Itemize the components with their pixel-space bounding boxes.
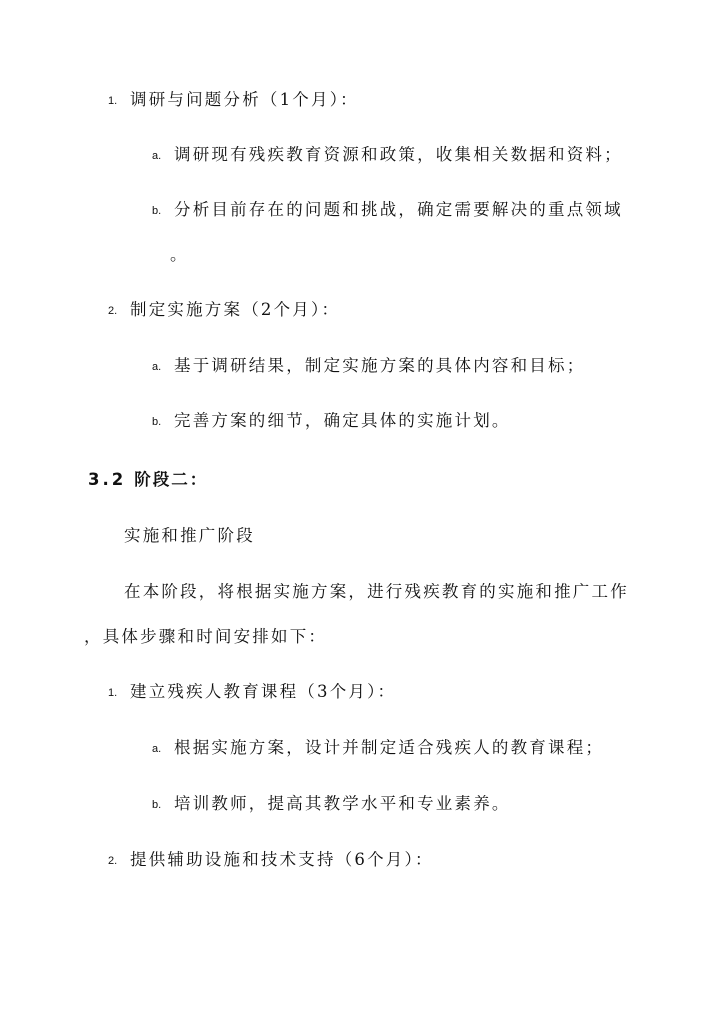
- list-item-text: 培训教师，提高其教学水平和专业素养。: [174, 794, 511, 813]
- paragraph-text: 在本阶段，将根据实施方案，进行残疾教育的实施和推广工作: [124, 582, 629, 601]
- section-number: 3.2: [88, 470, 127, 489]
- list-marker: 2.: [108, 305, 118, 317]
- list-marker: a.: [152, 743, 162, 755]
- list-item: [108, 90, 359, 111]
- list-item-text: 根据实施方案，设计并制定适合残疾人的教育课程；: [174, 738, 605, 757]
- section-title: 阶段二：: [134, 470, 209, 489]
- continuation-text: [170, 245, 189, 265]
- list-marker: b.: [152, 799, 162, 811]
- list-item-text: 基于调研结果，制定实施方案的具体内容和目标；: [174, 356, 586, 375]
- list-marker: 1.: [108, 95, 118, 107]
- list-item-text: 提供辅助设施和技术支持（6个月）：: [130, 850, 434, 869]
- paragraph-line-2: [84, 627, 327, 647]
- sub-list-item: [152, 411, 511, 432]
- sub-list-item: [152, 200, 623, 221]
- sub-list-item: [152, 356, 585, 377]
- list-item-text: 调研与问题分析（1个月）：: [130, 90, 359, 109]
- paragraph-line-1: [124, 582, 629, 602]
- subtitle-text: 实施和推广阶段: [124, 526, 255, 545]
- list-item: [108, 300, 340, 321]
- list-item-text: 完善方案的细节，确定具体的实施计划。: [174, 411, 511, 430]
- list-item-text: 调研现有残疾教育资源和政策，收集相关数据和资料；: [174, 145, 623, 164]
- list-item-text: 建立残疾人教育课程（3个月）：: [130, 682, 397, 701]
- section-heading: [88, 470, 208, 490]
- list-item-text: 分析目前存在的问题和挑战，确定需要解决的重点领域: [174, 200, 623, 219]
- sub-list-item: [152, 145, 623, 166]
- list-item-text: 。: [170, 245, 189, 264]
- list-marker: 1.: [108, 687, 118, 699]
- list-marker: 2.: [108, 855, 118, 867]
- list-marker: b.: [152, 205, 162, 217]
- list-item: [108, 850, 434, 871]
- list-marker: b.: [152, 416, 162, 428]
- list-item: [108, 682, 396, 703]
- list-marker: a.: [152, 361, 162, 373]
- list-item-text: 制定实施方案（2个月）：: [130, 300, 341, 319]
- sub-list-item: [152, 738, 604, 759]
- subsection-title: [124, 526, 255, 546]
- list-marker: a.: [152, 150, 162, 162]
- sub-list-item: [152, 794, 511, 815]
- paragraph-text: ，具体步骤和时间安排如下：: [84, 627, 328, 646]
